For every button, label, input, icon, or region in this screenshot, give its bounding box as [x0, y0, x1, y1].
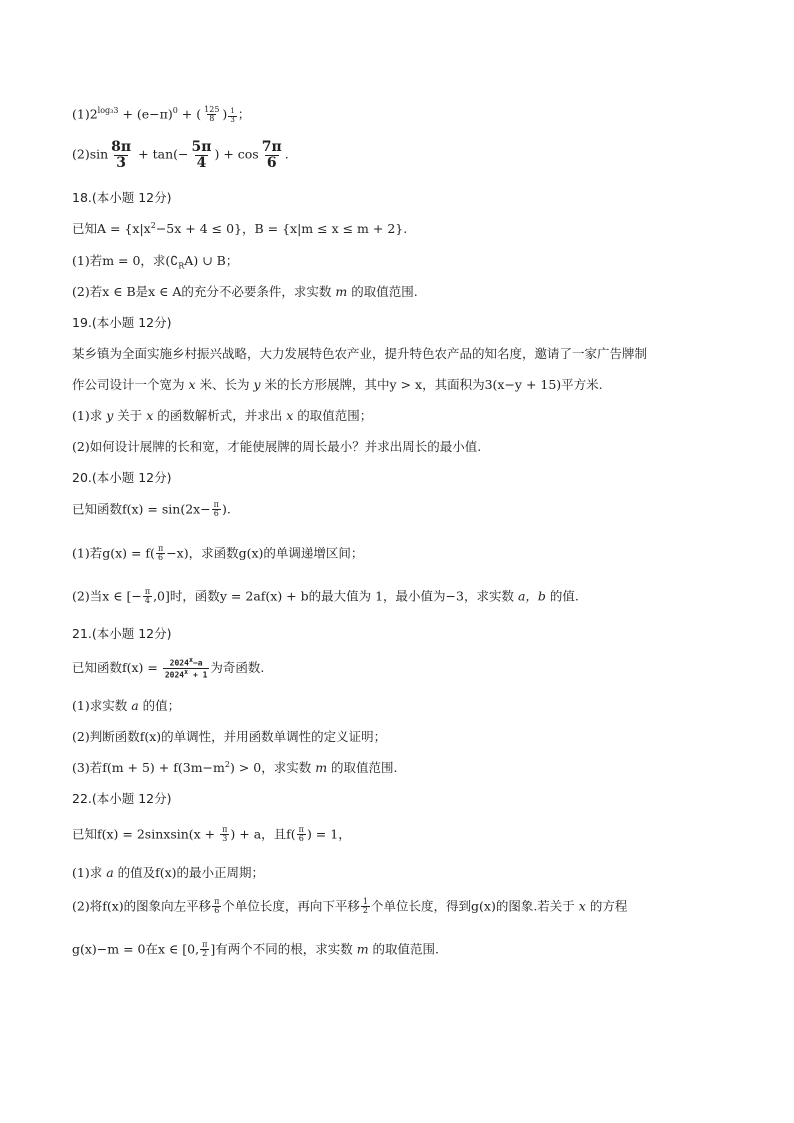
q22-heading: 22.(本小题 12分) [72, 791, 172, 806]
q20-statement: 已知函数f(x) = sin(2x− $\frac{\pi}{6}$ ). [72, 500, 231, 519]
q21-statement: 已知函数f(x) = $\frac{2024^x-a}{2024^x + 1}$ 为奇函数. [72, 656, 265, 680]
fraction: $\frac{125}{8}$ [204, 105, 220, 124]
q18-part1: (1)若m = 0，求$(∁_RA)$ ∪ B； [72, 253, 239, 271]
q19-statement-line2: 作公司设计一个宽为 x 米、长为 y 米的长方形展牌，其中y > x，其面积为3(x−y + 15)平方米. [72, 377, 603, 392]
fraction: $\frac{\pi}{2}$ [202, 940, 208, 959]
fraction: $\frac{\pi}{6}$ [157, 544, 164, 563]
q22-part2-continued: g(x)−m = 0在x ∈ [0, $\frac{\pi}{2}$ ]有两个不同的根，求实数 m 的取值范围. [72, 940, 439, 959]
q21-part1: (1)求实数 a 的值； [72, 698, 181, 713]
fraction: $\frac{2024^x-a}{2024^x + 1}$ [164, 656, 208, 680]
q18-part2: (2)若x ∈ B是x ∈ A的充分不必要条件，求实数 m 的取值范围. [72, 284, 418, 299]
q20-part1: (1)若g(x) = f( $\frac{\pi}{6}$ −x)，求函数g(x)的单调递增区间； [72, 544, 364, 563]
q22-part1: (1)求 a 的值及f(x)的最小正周期； [72, 865, 265, 880]
fraction: $\frac{\pi}{3}$ [222, 825, 228, 844]
q21-part3: (3)若$f(m + 5) + f(3m-m^2) > 0$，求实数 m 的取值范围. [72, 760, 398, 776]
fraction: $\frac{\pi}{4}$ [144, 587, 151, 606]
fraction: $\frac{\pi}{6}$ [214, 897, 220, 916]
q19-part1: (1)求 y 关于 x 的函数解析式，并求出 x 的取值范围； [72, 408, 373, 423]
q18-heading: 18.(本小题 12分) [72, 190, 172, 205]
q20-part2: (2)当x ∈ [− $\frac{\pi}{4}$ ,0]时，函数y = 2af(x) + b的最大值为 1，最小值为−3，求实数 a，b 的值. [72, 587, 579, 606]
q19-part2: (2)如何设计展牌的长和宽，才能使展牌的周长最小？并求出周长的最小值. [72, 439, 482, 454]
q22-part2: (2)将f(x)的图象向左平移 $\frac{\pi}{6}$ 个单位长度，再向下平移 $\frac{1}{2}$ 个单位长度，得到g(x)的图象.若关于 x 的方程 [72, 897, 628, 916]
q21-heading: 21.(本小题 12分) [72, 626, 172, 641]
fraction: $\frac{5\pi}{4}$ [191, 139, 212, 171]
fraction: $\frac{1}{2}$ [362, 897, 369, 916]
fraction: $\frac{7\pi}{6}$ [261, 139, 282, 171]
q17-part1: $(1)2^{log_33} + (e-\pi)^0$ + ( $\frac{125}{8}$ ) $\frac{1}{3}$ ； [72, 105, 251, 124]
fraction: $\frac{\pi}{6}$ [213, 500, 219, 519]
fraction: $\frac{\pi}{6}$ [298, 825, 304, 844]
q19-statement-line1: 某乡镇为全面实施乡村振兴战略，大力发展特色农产业，提升特色农产品的知名度，邀请了一家广告牌制 [72, 346, 648, 361]
q22-statement: 已知f(x) = 2sinxsin(x + $\frac{\pi}{3}$ ) + a，且f( $\frac{\pi}{6}$ ) = 1， [72, 825, 351, 844]
q17-part2: (2)sin $\frac{8\pi}{3}$ + tan(− $\frac{5\pi}{4}$ ) + cos $\frac{7\pi}{6}$ . [72, 139, 289, 171]
exponent-fraction: $\frac{1}{3}$ [230, 107, 235, 124]
q20-heading: 20.(本小题 12分) [72, 470, 172, 485]
fraction: $\frac{8\pi}{3}$ [111, 139, 132, 171]
q19-heading: 19.(本小题 12分) [72, 315, 172, 330]
q21-part2: (2)判断函数f(x)的单调性，并用函数单调性的定义证明； [72, 729, 387, 744]
q18-statement: 已知$A = \{x|x^2-5x + 4 \le 0\}$，B = {x|m ≤ x ≤ m + 2}. [72, 221, 408, 237]
